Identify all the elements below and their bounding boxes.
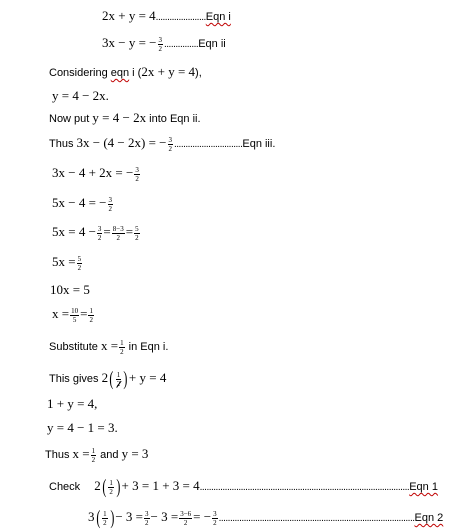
text-run: i ( bbox=[129, 67, 142, 79]
fraction: $\frac{3}{2}$ bbox=[135, 165, 139, 183]
fraction: $\frac{1}{2}$ bbox=[91, 446, 96, 464]
step-line-3 bbox=[52, 224, 141, 242]
fraction: $\frac{5}{2}$ bbox=[135, 224, 139, 242]
leader-dots: ............... bbox=[164, 39, 199, 50]
equation-text: 2 bbox=[94, 477, 101, 493]
fraction: $\frac{3}{2}$ bbox=[168, 135, 172, 153]
fraction: $\frac{3}{2}$ bbox=[213, 509, 217, 527]
leader-dots: ...................................................................................... bbox=[218, 512, 415, 524]
left-paren: ( bbox=[95, 507, 100, 529]
fraction: $\frac{8-3}{2}$ bbox=[112, 224, 124, 242]
equation-label: Eqn 2 bbox=[414, 511, 444, 524]
thus-line bbox=[49, 135, 275, 153]
equation-text: 2x + y = 4 bbox=[141, 64, 196, 79]
equation-text: 2 bbox=[101, 369, 109, 385]
fraction: $\frac{1}{2}$ bbox=[89, 306, 93, 324]
equation-text: 3x − (4 − 2x) = − bbox=[76, 135, 167, 150]
fraction: $\frac{1}{2}$ bbox=[116, 370, 121, 388]
step-line-1 bbox=[52, 165, 141, 183]
equation-text: y = 4 − 2x bbox=[92, 110, 147, 125]
fraction: $\frac{3}{2}$ bbox=[145, 509, 149, 527]
fraction: $\frac{3}{2}$ bbox=[97, 224, 102, 242]
equation-line-2 bbox=[102, 35, 226, 53]
fraction: $\frac{1}{2}$ bbox=[103, 509, 107, 527]
y-expression-line bbox=[52, 88, 109, 105]
equation-text: + y = 4 bbox=[128, 369, 167, 385]
equation-text: 2x + y = 4 bbox=[102, 8, 156, 23]
text-run: Thus bbox=[45, 449, 73, 461]
right-paren: ) bbox=[116, 476, 121, 498]
equation-text: y = 4 − 2x. bbox=[52, 88, 109, 103]
text-run: This gives bbox=[49, 372, 102, 385]
fraction: $\frac{3}{2}$ bbox=[108, 195, 112, 213]
equation-text: = − bbox=[193, 508, 212, 524]
fraction: $\frac{5}{2}$ bbox=[77, 254, 82, 272]
this-gives-line bbox=[49, 369, 166, 389]
fraction: $\frac{3-6}{2}$ bbox=[180, 509, 192, 527]
substitute-line bbox=[49, 338, 168, 356]
now-put-line bbox=[49, 110, 201, 127]
fraction: $\frac{1}{2}$ bbox=[109, 478, 113, 496]
equation-text: 3x − 4 + 2x = − bbox=[52, 165, 134, 180]
equation-text: 5x − 4 = − bbox=[52, 195, 107, 210]
leader-dots: ...................... bbox=[155, 12, 206, 23]
leader-dots: .............................. bbox=[174, 139, 243, 150]
equation-text: 10x = 5 bbox=[50, 282, 90, 297]
text-run: and bbox=[97, 449, 122, 461]
equation-text: y = 3 bbox=[121, 446, 149, 461]
fraction: $\frac{10}{5}$ bbox=[71, 306, 79, 324]
equation-text: + 3 = 1 + 3 = 4 bbox=[121, 477, 200, 493]
equation-text: x = bbox=[72, 446, 90, 461]
equation-text: − 3 = bbox=[115, 508, 144, 524]
equation-text: 5x = bbox=[52, 254, 76, 269]
step-line-6 bbox=[52, 306, 95, 324]
equation-text: 5x = 4 − bbox=[52, 224, 96, 239]
right-paren: ) bbox=[123, 368, 128, 390]
step-line-7 bbox=[47, 396, 97, 413]
equation-label: Eqn 1 bbox=[409, 480, 438, 493]
check-line-1 bbox=[49, 477, 438, 497]
step-line-4 bbox=[52, 254, 83, 272]
text-run: Substitute bbox=[49, 341, 101, 353]
left-paren: ( bbox=[102, 476, 107, 498]
fraction: $\frac{3}{2}$ bbox=[158, 35, 162, 53]
equation-text: 3 bbox=[88, 508, 95, 524]
equals-sign: = bbox=[80, 306, 88, 321]
equals-sign: = bbox=[103, 224, 111, 239]
equation-label: Eqn i bbox=[205, 11, 231, 23]
leader-dots: ............................................................................................ bbox=[199, 481, 410, 493]
text-run: Now put bbox=[49, 113, 93, 125]
fraction: $\frac{1}{2}$ bbox=[120, 338, 124, 356]
equation-text: x = bbox=[100, 338, 119, 353]
text-run: Considering bbox=[49, 67, 111, 79]
text-run: Thus bbox=[49, 138, 77, 150]
step-line-5 bbox=[50, 282, 90, 299]
considering-line bbox=[49, 64, 202, 81]
text-run: in Eqn i. bbox=[125, 341, 169, 353]
equals-sign: = bbox=[125, 224, 134, 239]
step-line-2 bbox=[52, 195, 114, 213]
text-run: Check bbox=[49, 480, 81, 493]
equation-text: 1 + y = 4, bbox=[47, 396, 98, 411]
equation-label: Eqn ii bbox=[198, 38, 226, 50]
left-paren: ( bbox=[109, 368, 114, 390]
text-run: ), bbox=[195, 67, 202, 79]
thus-result-line bbox=[45, 446, 148, 464]
equation-text: 3x − y = − bbox=[102, 35, 157, 50]
text-run: eqn bbox=[110, 67, 130, 79]
equation-text: y = 4 − 1 = 3. bbox=[47, 420, 118, 435]
equation-text: − 3 = bbox=[150, 508, 179, 524]
step-line-8 bbox=[47, 420, 118, 437]
right-paren: ) bbox=[110, 507, 115, 529]
text-run: into Eqn ii. bbox=[146, 113, 201, 125]
equation-line-1 bbox=[102, 8, 231, 26]
equation-text: x = bbox=[52, 306, 70, 321]
equation-label: Eqn iii. bbox=[242, 138, 276, 150]
check-line-2 bbox=[88, 508, 443, 528]
